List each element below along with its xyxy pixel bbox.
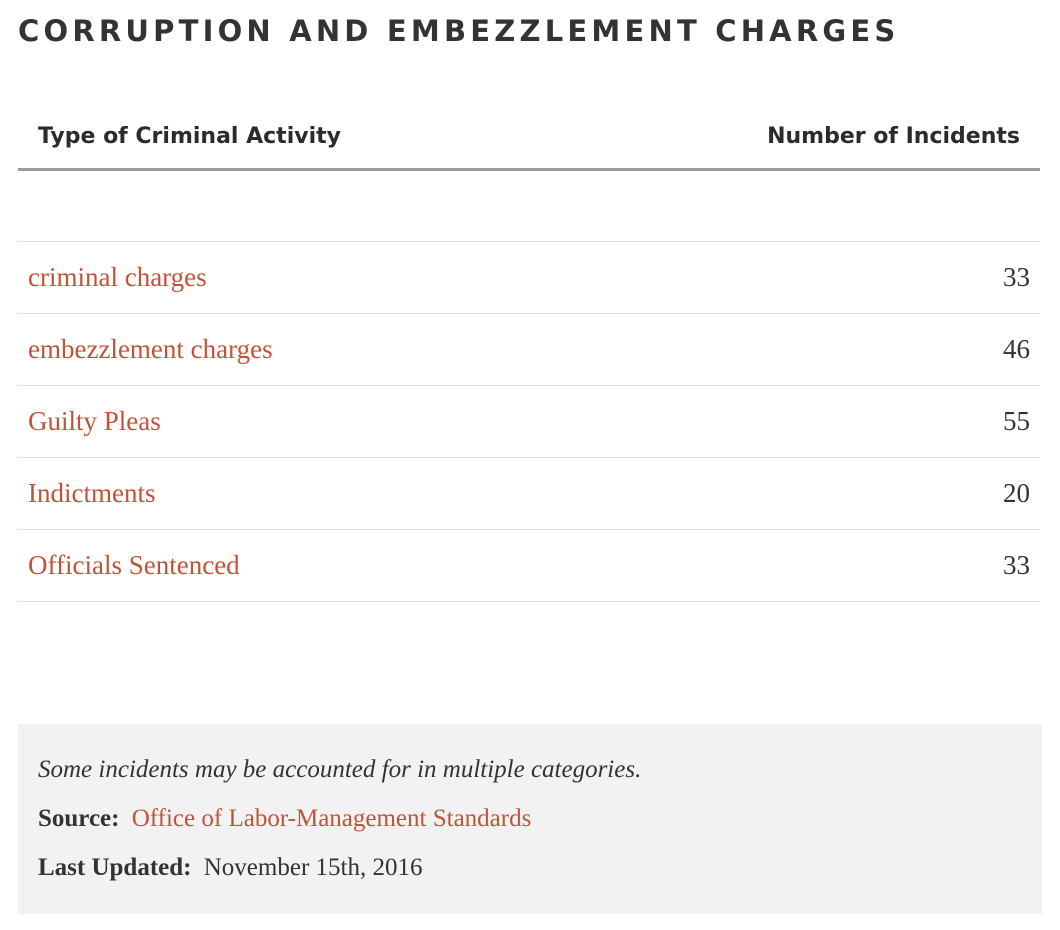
activity-link-criminal-charges[interactable]: criminal charges [28,262,207,292]
table-row [18,314,1040,386]
table-row [18,530,1040,602]
incident-count: 33 [1003,550,1030,580]
source-label: Source: [38,805,120,832]
activity-link-officials-sentenced[interactable]: Officials Sentenced [28,550,240,580]
last-updated-value: November 15th, 2016 [203,854,423,881]
table-header [18,118,1040,171]
incident-count: 46 [1003,334,1030,364]
incidents-table [18,118,1040,602]
activity-link-guilty-pleas[interactable]: Guilty Pleas [28,406,161,436]
column-header-count: Number of Incidents [767,124,1020,149]
incident-count: 55 [1003,406,1030,436]
note-caveat: Some incidents may be accounted for in multiple categories. [38,756,642,783]
table-notes [18,724,1042,914]
incident-count: 33 [1003,262,1030,292]
last-updated-label: Last Updated: [38,854,192,881]
table-row [18,242,1040,314]
note-last-updated [38,854,422,882]
table-row [18,386,1040,458]
incident-count: 20 [1003,478,1030,508]
source-link[interactable]: Office of Labor-Management Standards [131,805,532,832]
activity-link-embezzlement-charges[interactable]: embezzlement charges [28,334,273,364]
activity-link-indictments[interactable]: Indictments [28,478,156,508]
table-empty-row [18,171,1040,242]
note-source [38,805,531,833]
column-header-type: Type of Criminal Activity [38,124,341,149]
table-row [18,458,1040,530]
page-title: CORRUPTION AND EMBEZZLEMENT CHARGES [18,14,900,48]
